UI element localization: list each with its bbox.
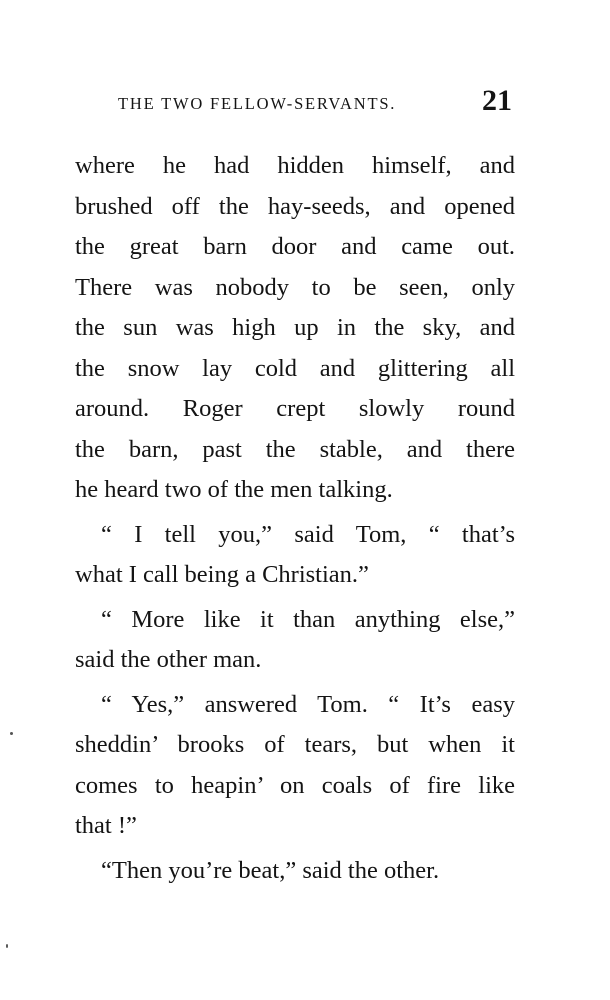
running-title: THE TWO FELLOW-SERVANTS. — [118, 94, 397, 113]
text-line: sheddin’ brooks of tears, but when it — [75, 731, 515, 758]
paper-speck — [6, 944, 8, 948]
text-line: There was nobody to be seen, only — [75, 273, 515, 301]
text-line: “ I tell you,” said Tom, “ that’s — [101, 520, 515, 548]
text-line: around. Roger crept slowly round — [75, 395, 515, 422]
text-line: the sun was high up in the sky, and — [75, 314, 515, 341]
text-line: brushed off the hay-seeds, and opened — [75, 192, 515, 220]
text-line: “ More like it than anything else,” — [101, 605, 515, 633]
running-header — [118, 84, 518, 122]
body-text — [75, 146, 515, 891]
text-line: the barn, past the stable, and there — [75, 435, 515, 463]
text-line: said the other man. — [75, 646, 262, 673]
page-number: 21 — [482, 84, 512, 117]
text-line: “ Yes,” answered Tom. “ It’s easy — [101, 690, 515, 718]
text-line: that !” — [75, 812, 137, 839]
paper-speck — [10, 732, 13, 735]
text-line: “Then you’re beat,” said the other. — [101, 856, 440, 884]
text-line: the great barn door and came out. — [75, 233, 515, 260]
text-line: the snow lay cold and glittering all — [75, 354, 515, 382]
text-line: he heard two of the men talking. — [75, 476, 393, 503]
text-line: what I call being a Christian.” — [75, 561, 369, 588]
text-line: comes to heapin’ on coals of fire like — [75, 771, 515, 799]
text-line: where he had hidden himself, and — [75, 152, 515, 179]
